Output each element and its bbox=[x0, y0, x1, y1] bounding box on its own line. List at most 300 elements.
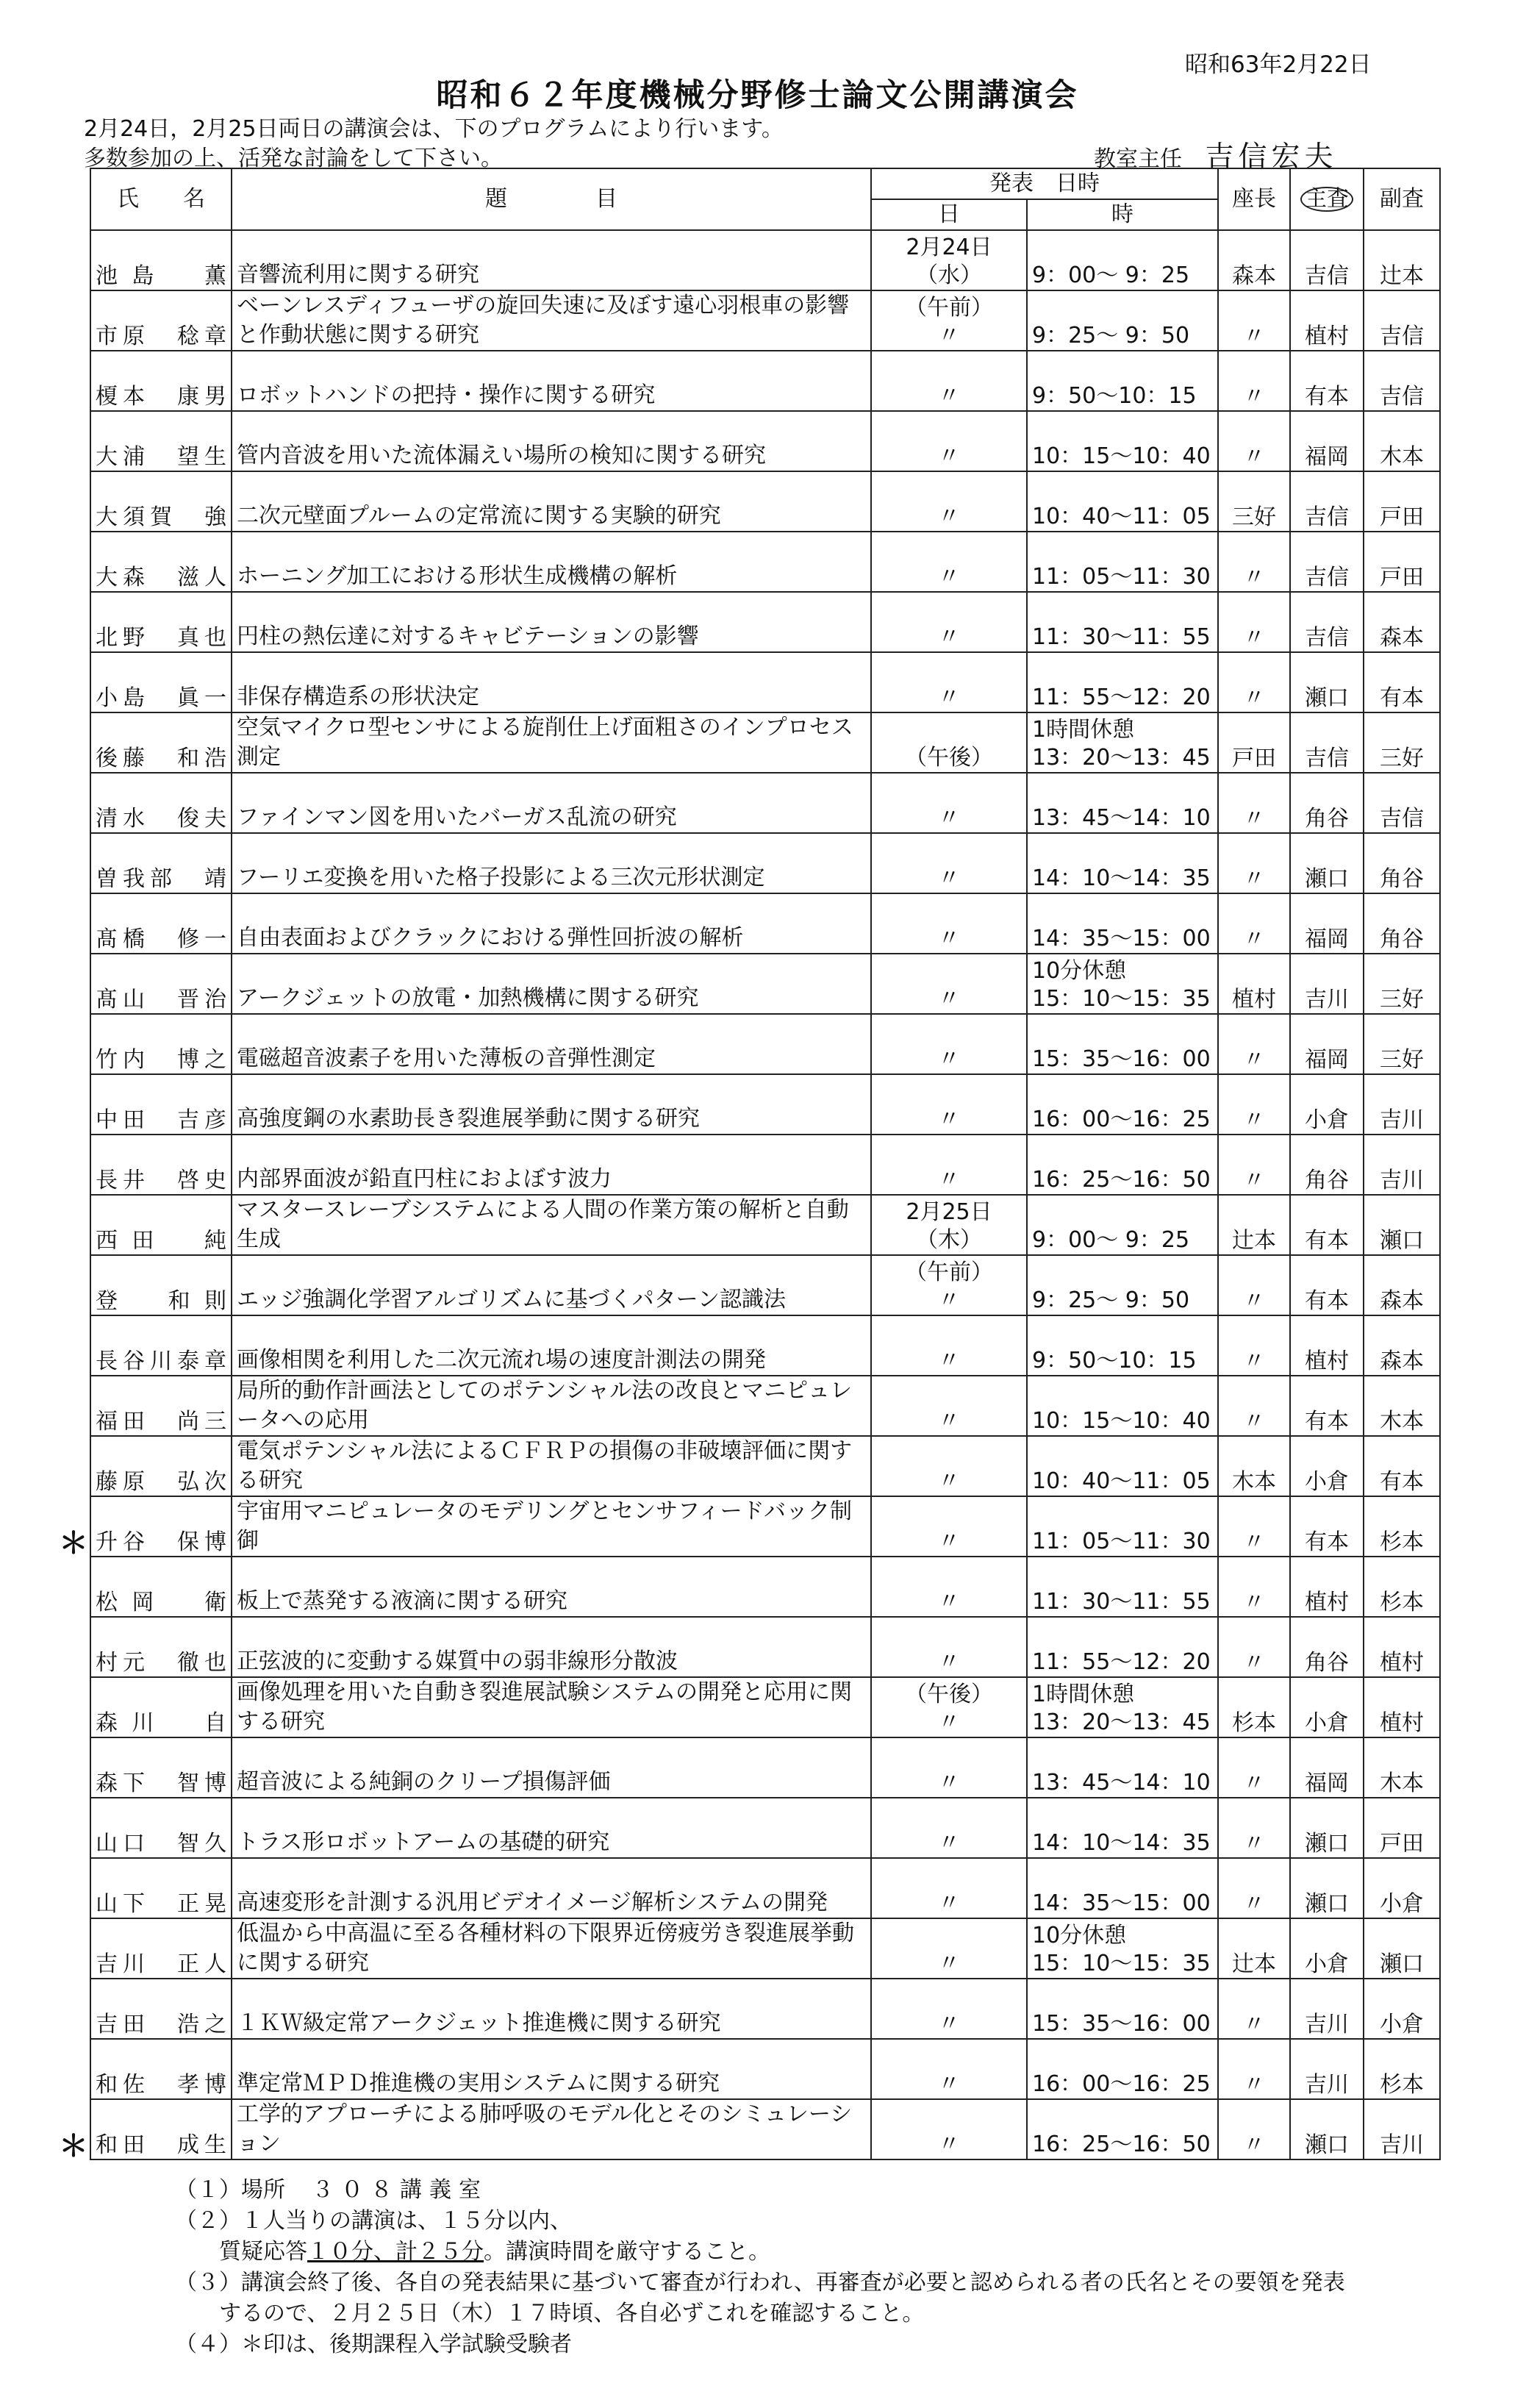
presentation-day-text: 〃 bbox=[938, 2132, 960, 2157]
thesis-title-text: 局所的動作計画法としてのポテンシャル法の改良とマニピュレータへの応用 bbox=[237, 1378, 853, 1433]
presentation-time-text: 9：00～ 9：25 bbox=[1032, 262, 1190, 288]
presentation-time bbox=[1027, 471, 1218, 532]
presentation-time bbox=[1027, 411, 1218, 471]
thesis-title bbox=[232, 411, 871, 471]
sub-examiner bbox=[1364, 1496, 1440, 1557]
thesis-title-text: 二次元壁面プルームの定常流に関する実験的研究 bbox=[237, 503, 721, 529]
presentation-day-text: 〃 bbox=[938, 443, 960, 469]
presentation-day bbox=[871, 230, 1027, 290]
presentation-day bbox=[871, 1135, 1027, 1195]
presentation-day-text: 〃 bbox=[938, 2071, 960, 2097]
chief-examiner bbox=[1290, 833, 1364, 893]
chief-examiner-text: 吉信 bbox=[1305, 746, 1349, 771]
thesis-title bbox=[232, 290, 871, 351]
sub-examiner-text: 角谷 bbox=[1380, 866, 1424, 892]
document-title: 昭和６２年度機械分野修士論文公開講演会 bbox=[436, 77, 1079, 114]
table-row bbox=[90, 471, 1440, 532]
presentation-day-text: 〃 bbox=[938, 926, 960, 951]
table-row bbox=[90, 290, 1440, 351]
table-row bbox=[90, 2099, 1440, 2159]
sub-examiner-text: 木本 bbox=[1380, 1771, 1424, 1796]
chair-person bbox=[1218, 1979, 1290, 2039]
presenter-name bbox=[90, 833, 232, 893]
chief-examiner-text: 吉信 bbox=[1305, 504, 1349, 530]
chair-person-text: 〃 bbox=[1243, 1891, 1265, 1917]
presenter-name-text: 髙山 晋治 bbox=[96, 987, 226, 1012]
chair-person-text: 〃 bbox=[1243, 806, 1265, 832]
table-row bbox=[90, 1798, 1440, 1858]
chair-person-text: 〃 bbox=[1243, 384, 1265, 410]
table-row bbox=[90, 712, 1440, 773]
sub-examiner-text: 森本 bbox=[1380, 625, 1424, 651]
presenter-name-text: 市原 稔章 bbox=[96, 324, 226, 349]
sub-examiner-text: 角谷 bbox=[1380, 926, 1424, 952]
presentation-day-text: （午前） 〃 bbox=[905, 295, 993, 349]
presentation-day-text: 〃 bbox=[938, 1529, 960, 1554]
presentation-day bbox=[871, 1014, 1027, 1074]
chair-person bbox=[1218, 1255, 1290, 1315]
professor-name: 吉信宏夫 bbox=[1205, 140, 1338, 174]
thesis-title-text: 高速変形を計測する汎用ビデオイメージ解析システムの開発 bbox=[237, 1890, 828, 1915]
presentation-day bbox=[871, 351, 1027, 411]
presenter-name-text: 清水 俊夫 bbox=[96, 806, 226, 832]
chief-examiner bbox=[1290, 1617, 1364, 1677]
chair-person-text: 戸田 bbox=[1232, 746, 1276, 771]
presenter-name bbox=[90, 773, 232, 833]
thesis-title-text: マスタースレーブシステムによる人間の作業方策の解析と自動生成 bbox=[237, 1197, 849, 1252]
thesis-title-text: 正弦波的に変動する媒質中の弱非線形分散波 bbox=[237, 1648, 678, 1674]
header-chief-examiner-label: 主査 bbox=[1300, 187, 1353, 212]
presentation-day bbox=[871, 1074, 1027, 1135]
chair-person bbox=[1218, 1918, 1290, 1979]
chief-examiner-text: 植村 bbox=[1305, 1590, 1349, 1615]
table-row bbox=[90, 1677, 1440, 1737]
presentation-day-text: 〃 bbox=[938, 1890, 960, 1916]
sub-examiner-text: 吉川 bbox=[1380, 1107, 1424, 1133]
presenter-name bbox=[90, 1014, 232, 1074]
presenter-name bbox=[90, 1858, 232, 1918]
chief-examiner bbox=[1290, 773, 1364, 833]
presentation-day-text: （午前） 〃 bbox=[905, 1260, 993, 1313]
presentation-time-text: 14：35～15：00 bbox=[1032, 1890, 1211, 1916]
presenter-name bbox=[90, 1496, 232, 1557]
chief-examiner-text: 植村 bbox=[1305, 1348, 1349, 1374]
chair-person bbox=[1218, 1858, 1290, 1918]
presenter-name bbox=[90, 471, 232, 532]
chief-examiner bbox=[1290, 1195, 1364, 1255]
presenter-name-text: 池島 薫 bbox=[96, 263, 226, 289]
presentation-day bbox=[871, 773, 1027, 833]
presentation-time bbox=[1027, 1436, 1218, 1496]
thesis-title bbox=[232, 833, 871, 893]
sub-examiner-text: 辻本 bbox=[1380, 263, 1424, 289]
presentation-day-text: 〃 bbox=[938, 1589, 960, 1615]
thesis-title bbox=[232, 1496, 871, 1557]
chair-person bbox=[1218, 712, 1290, 773]
presentation-time bbox=[1027, 893, 1218, 954]
chief-examiner-text: 有本 bbox=[1305, 1409, 1349, 1435]
presentation-time-text: 10：15～10：40 bbox=[1032, 1408, 1211, 1434]
chief-examiner-text: 小倉 bbox=[1305, 1951, 1349, 1977]
presentation-day bbox=[871, 532, 1027, 592]
thesis-title bbox=[232, 893, 871, 954]
note-2-line-2 bbox=[175, 2237, 1483, 2268]
sub-examiner-text: 吉信 bbox=[1380, 806, 1424, 832]
chair-person bbox=[1218, 893, 1290, 954]
presenter-name bbox=[90, 532, 232, 592]
presentation-day bbox=[871, 1858, 1027, 1918]
presentation-time-text: 14：10～14：35 bbox=[1032, 1830, 1211, 1856]
presenter-name bbox=[90, 1798, 232, 1858]
sub-examiner-text: 杉本 bbox=[1380, 1529, 1424, 1555]
presenter-name-text: 中田 吉彦 bbox=[96, 1107, 226, 1133]
chair-person bbox=[1218, 773, 1290, 833]
sub-examiner bbox=[1364, 1376, 1440, 1436]
chair-person bbox=[1218, 954, 1290, 1014]
presentation-day bbox=[871, 1195, 1027, 1255]
header-day: 日 bbox=[871, 199, 1027, 230]
presentation-time bbox=[1027, 1496, 1218, 1557]
thesis-title-text: ファインマン図を用いたバーガス乱流の研究 bbox=[237, 804, 677, 830]
chief-examiner bbox=[1290, 351, 1364, 411]
chief-examiner-text: 瀬口 bbox=[1305, 685, 1349, 711]
sub-examiner bbox=[1364, 2099, 1440, 2159]
sub-examiner-text: 戸田 bbox=[1380, 1831, 1424, 1857]
thesis-title-text: 自由表面およびクラックにおける弾性回折波の解析 bbox=[237, 925, 744, 951]
table-row bbox=[90, 954, 1440, 1014]
chief-examiner-text: 小倉 bbox=[1305, 1469, 1349, 1495]
presenter-name-text: 山口 智久 bbox=[96, 1831, 226, 1857]
thesis-title-text: ホーニング加工における形状生成機構の解析 bbox=[237, 563, 678, 589]
chair-person-text: 〃 bbox=[1243, 1831, 1265, 1857]
chair-person bbox=[1218, 1496, 1290, 1557]
presentation-day-text: 2月25日 （木） bbox=[906, 1199, 992, 1253]
chair-person-text: 〃 bbox=[1243, 1288, 1265, 1314]
presenter-name bbox=[90, 652, 232, 712]
table-row bbox=[90, 1557, 1440, 1617]
presentation-time bbox=[1027, 1255, 1218, 1315]
presenter-name-text: 大森 滋人 bbox=[96, 565, 226, 590]
table-row bbox=[90, 1315, 1440, 1376]
presentation-time bbox=[1027, 1858, 1218, 1918]
thesis-title-text: ベーンレスディフューザの旋回失速に及ぼす遠心羽根車の影響と作動状態に関する研究 bbox=[237, 293, 850, 348]
chief-examiner-text: 吉川 bbox=[1305, 2012, 1349, 2037]
presentation-time-text: 11：05～11：30 bbox=[1032, 564, 1211, 590]
sub-examiner-text: 植村 bbox=[1380, 1650, 1424, 1676]
thesis-title bbox=[232, 1255, 871, 1315]
presenter-name bbox=[90, 411, 232, 471]
sub-examiner-text: 瀬口 bbox=[1380, 1951, 1424, 1977]
presentation-time-text: 10：40～11：05 bbox=[1032, 1468, 1211, 1494]
thesis-title-text: 電磁超音波素子を用いた薄板の音弾性測定 bbox=[237, 1046, 656, 1071]
chief-examiner bbox=[1290, 652, 1364, 712]
sub-examiner-text: 三好 bbox=[1380, 987, 1424, 1012]
sub-examiner-text: 森本 bbox=[1380, 1288, 1424, 1314]
sub-examiner bbox=[1364, 411, 1440, 471]
sub-examiner-text: 吉信 bbox=[1380, 384, 1424, 410]
presentation-day-text: 〃 bbox=[938, 1046, 960, 1072]
thesis-title bbox=[232, 1918, 871, 1979]
chair-person bbox=[1218, 1014, 1290, 1074]
presenter-name bbox=[90, 2099, 232, 2159]
presentation-time-text: 15：35～16：00 bbox=[1032, 2011, 1211, 2037]
chair-person-text: 〃 bbox=[1243, 1107, 1265, 1133]
presentation-day-text: （午後） 〃 bbox=[905, 1682, 993, 1735]
chair-person-text: 〃 bbox=[1243, 1348, 1265, 1374]
presentation-day-text: 〃 bbox=[938, 1167, 960, 1193]
thesis-title-text: ロボットハンドの把持・操作に関する研究 bbox=[237, 382, 656, 408]
chair-person-text: 三好 bbox=[1232, 504, 1276, 530]
chair-person bbox=[1218, 2099, 1290, 2159]
presenter-name-text: 榎本 康男 bbox=[96, 384, 226, 410]
presentation-time-text: 9：25～ 9：50 bbox=[1032, 1287, 1190, 1313]
thesis-title bbox=[232, 1617, 871, 1677]
thesis-title-text: １ＫＷ級定常アークジェット推進機に関する研究 bbox=[237, 2010, 721, 2036]
sub-examiner-text: 吉信 bbox=[1380, 324, 1424, 349]
table-row bbox=[90, 532, 1440, 592]
presenter-name-text: 升谷 保博 bbox=[96, 1529, 226, 1555]
presenter-name-text: 北野 真也 bbox=[96, 625, 226, 651]
chair-person-text: 辻本 bbox=[1232, 1228, 1276, 1254]
chief-examiner bbox=[1290, 1074, 1364, 1135]
chair-person bbox=[1218, 2039, 1290, 2099]
chair-person bbox=[1218, 1737, 1290, 1798]
thesis-title-text: 超音波による純銅のクリープ損傷評価 bbox=[237, 1769, 611, 1795]
presentation-time-text: 9：00～ 9：25 bbox=[1032, 1227, 1190, 1253]
presenter-name-text: 登 和則 bbox=[96, 1288, 226, 1314]
thesis-title-text: 低温から中高温に至る各種材料の下限界近傍疲労き裂進展挙動に関する研究 bbox=[237, 1921, 854, 1976]
thesis-title-text: 板上で蒸発する液滴に関する研究 bbox=[237, 1588, 567, 1614]
presenter-name-text: 吉川 正人 bbox=[96, 1951, 226, 1977]
chair-person bbox=[1218, 1315, 1290, 1376]
schedule-rows bbox=[90, 230, 1440, 2159]
note-3-line-2: するので、２月２５日（木）１７時頃、各自必ずこれを確認すること。 bbox=[175, 2301, 925, 2326]
thesis-title-text: 内部界面波が鉛直円柱におよぼす波力 bbox=[237, 1166, 612, 1192]
sub-examiner bbox=[1364, 1979, 1440, 2039]
chief-examiner bbox=[1290, 2039, 1364, 2099]
chief-examiner-text: 有本 bbox=[1305, 1228, 1349, 1254]
intro-line-1: 2月24日，2月25日両日の講演会は、下のプログラムにより行います。 bbox=[84, 116, 784, 142]
sub-examiner bbox=[1364, 1255, 1440, 1315]
presentation-day-text: 〃 bbox=[938, 1468, 960, 1494]
chief-examiner bbox=[1290, 290, 1364, 351]
thesis-title bbox=[232, 1135, 871, 1195]
sub-examiner bbox=[1364, 1074, 1440, 1135]
chief-examiner bbox=[1290, 1979, 1364, 2039]
sub-examiner-text: 杉本 bbox=[1380, 2072, 1424, 2098]
thesis-title-text: 音響流利用に関する研究 bbox=[237, 262, 479, 287]
thesis-title-text: トラス形ロボットアームの基礎的研究 bbox=[237, 1829, 610, 1855]
chair-person bbox=[1218, 592, 1290, 652]
chief-examiner bbox=[1290, 893, 1364, 954]
sub-examiner bbox=[1364, 1014, 1440, 1074]
sub-examiner bbox=[1364, 833, 1440, 893]
note-1-label: （１）場所 bbox=[175, 2177, 285, 2203]
table-row bbox=[90, 230, 1440, 290]
presentation-time bbox=[1027, 1918, 1218, 1979]
presenter-name bbox=[90, 592, 232, 652]
presentation-time bbox=[1027, 230, 1218, 290]
presenter-name bbox=[90, 1195, 232, 1255]
sub-examiner-text: 吉川 bbox=[1380, 1168, 1424, 1193]
presentation-time-text: 13：45～14：10 bbox=[1032, 1770, 1211, 1796]
sub-examiner bbox=[1364, 712, 1440, 773]
chief-examiner bbox=[1290, 1798, 1364, 1858]
chief-examiner-text: 福岡 bbox=[1305, 1047, 1349, 1073]
presentation-day-text: 〃 bbox=[938, 1830, 960, 1856]
chief-examiner bbox=[1290, 1014, 1364, 1074]
presentation-time-text: 16：25～16：50 bbox=[1032, 2132, 1211, 2157]
presentation-day-text: 〃 bbox=[938, 1951, 960, 1976]
chief-examiner bbox=[1290, 1557, 1364, 1617]
thesis-title bbox=[232, 1376, 871, 1436]
header-presentation: 発表 日時 bbox=[871, 168, 1218, 199]
chief-examiner-text: 福岡 bbox=[1305, 1771, 1349, 1796]
chief-examiner-text: 小倉 bbox=[1305, 1107, 1349, 1133]
presentation-time bbox=[1027, 1677, 1218, 1737]
sub-examiner bbox=[1364, 1918, 1440, 1979]
note-2-line-1: （２）１人当りの講演は、１５分以内、 bbox=[175, 2208, 572, 2234]
presentation-time bbox=[1027, 290, 1218, 351]
sub-examiner bbox=[1364, 773, 1440, 833]
presenter-name-text: 森川 自 bbox=[96, 1710, 226, 1736]
thesis-title-text: エッジ強調化学習アルゴリズムに基づくパターン認識法 bbox=[237, 1287, 786, 1312]
presenter-name bbox=[90, 1617, 232, 1677]
chair-person bbox=[1218, 290, 1290, 351]
chief-examiner bbox=[1290, 1436, 1364, 1496]
chair-person bbox=[1218, 230, 1290, 290]
presentation-day bbox=[871, 592, 1027, 652]
chief-examiner-text: 瀬口 bbox=[1305, 1891, 1349, 1917]
sub-examiner bbox=[1364, 230, 1440, 290]
chair-person bbox=[1218, 1074, 1290, 1135]
table-row bbox=[90, 1436, 1440, 1496]
presenter-name bbox=[90, 1135, 232, 1195]
presentation-time-text: 1時間休憩 13：20～13：45 bbox=[1032, 717, 1211, 771]
chief-examiner bbox=[1290, 1858, 1364, 1918]
table-row bbox=[90, 1918, 1440, 1979]
table-row bbox=[90, 652, 1440, 712]
chair-person-text: 〃 bbox=[1243, 1650, 1265, 1676]
presentation-time bbox=[1027, 954, 1218, 1014]
presenter-name-text: 吉田 浩之 bbox=[96, 2012, 226, 2037]
presentation-time-text: 16：00～16：25 bbox=[1032, 2071, 1211, 2097]
chair-person bbox=[1218, 1135, 1290, 1195]
presenter-name-text: 西田 純 bbox=[96, 1228, 226, 1254]
presentation-day bbox=[871, 471, 1027, 532]
presentation-day-text: 〃 bbox=[938, 1770, 960, 1796]
presentation-day-text: 〃 bbox=[938, 504, 960, 529]
header-time: 時 bbox=[1027, 199, 1218, 230]
chief-examiner bbox=[1290, 1496, 1364, 1557]
chief-examiner bbox=[1290, 2099, 1364, 2159]
sub-examiner bbox=[1364, 1858, 1440, 1918]
chief-examiner-text: 有本 bbox=[1305, 384, 1349, 410]
thesis-title bbox=[232, 2039, 871, 2099]
chief-examiner-text: 吉信 bbox=[1305, 565, 1349, 590]
chief-examiner bbox=[1290, 1737, 1364, 1798]
presenter-name bbox=[90, 712, 232, 773]
presentation-time-text: 10：40～11：05 bbox=[1032, 504, 1211, 529]
table-row bbox=[90, 1979, 1440, 2039]
presentation-day-text: 〃 bbox=[938, 383, 960, 409]
sub-examiner-text: 杉本 bbox=[1380, 1590, 1424, 1615]
header-chief-examiner bbox=[1290, 168, 1364, 230]
thesis-title bbox=[232, 1979, 871, 2039]
sub-examiner-text: 三好 bbox=[1380, 1047, 1424, 1073]
presentation-time bbox=[1027, 2099, 1218, 2159]
note-2-pre: 質疑応答 bbox=[175, 2239, 307, 2265]
thesis-title-text: 電気ポテンシャル法によるＣＦＲＰの損傷の非破壊評価に関する研究 bbox=[237, 1438, 853, 1493]
sub-examiner bbox=[1364, 652, 1440, 712]
sub-examiner bbox=[1364, 1617, 1440, 1677]
presentation-time-text: 9：50～10：15 bbox=[1032, 1348, 1197, 1373]
table-row bbox=[90, 1617, 1440, 1677]
chief-examiner-text: 角谷 bbox=[1305, 1650, 1349, 1676]
sub-examiner-text: 森本 bbox=[1380, 1348, 1424, 1374]
presenter-name bbox=[90, 1255, 232, 1315]
chief-examiner-text: 吉信 bbox=[1305, 625, 1349, 651]
chief-examiner-text: 瀬口 bbox=[1305, 1831, 1349, 1857]
thesis-title-text: 画像処理を用いた自動き裂進展試験システムの開発と応用に関する研究 bbox=[237, 1679, 852, 1734]
presenter-name bbox=[90, 1557, 232, 1617]
presentation-time-text: 14：35～15：00 bbox=[1032, 926, 1211, 951]
presentation-time bbox=[1027, 712, 1218, 773]
presentation-day-text: 〃 bbox=[938, 1107, 960, 1132]
presentation-time bbox=[1027, 1557, 1218, 1617]
thesis-title-text: 管内音波を用いた流体漏えい場所の検知に関する研究 bbox=[237, 443, 766, 468]
thesis-title bbox=[232, 1195, 871, 1255]
presentation-time-text: 11：30～11：55 bbox=[1032, 624, 1211, 650]
presenter-name bbox=[90, 290, 232, 351]
chief-examiner bbox=[1290, 1376, 1364, 1436]
sub-examiner-text: 小倉 bbox=[1380, 2012, 1424, 2037]
chief-examiner-text: 角谷 bbox=[1305, 806, 1349, 832]
table-row bbox=[90, 592, 1440, 652]
presentation-day bbox=[871, 1376, 1027, 1436]
chair-person bbox=[1218, 471, 1290, 532]
sub-examiner-text: 吉川 bbox=[1380, 2132, 1424, 2158]
presentation-day bbox=[871, 2099, 1027, 2159]
chair-person-text: 森本 bbox=[1232, 263, 1276, 289]
presentation-time-text: 14：10～14：35 bbox=[1032, 865, 1211, 891]
presentation-time-text: 9：25～ 9：50 bbox=[1032, 323, 1190, 349]
chief-examiner-text: 有本 bbox=[1305, 1288, 1349, 1314]
presenter-name bbox=[90, 1677, 232, 1737]
presentation-time bbox=[1027, 1376, 1218, 1436]
presenter-name-text: 松岡 衛 bbox=[96, 1590, 226, 1615]
presenter-name-text: 藤原 弘次 bbox=[96, 1469, 226, 1495]
presentation-day bbox=[871, 833, 1027, 893]
presentation-day bbox=[871, 2039, 1027, 2099]
sub-examiner-text: 有本 bbox=[1380, 685, 1424, 711]
presenter-name-text: 曽我部 靖 bbox=[96, 866, 226, 892]
thesis-title bbox=[232, 1677, 871, 1737]
table-row bbox=[90, 1858, 1440, 1918]
presenter-name-text: 大浦 望生 bbox=[96, 444, 226, 470]
sub-examiner-text: 木本 bbox=[1380, 1409, 1424, 1435]
presenter-name-text: 山下 正晃 bbox=[96, 1891, 226, 1917]
presentation-day bbox=[871, 954, 1027, 1014]
intro-line-2: 多数参加の上、活発な討論をして下さい。 bbox=[84, 146, 503, 171]
note-2-post: 。講演時間を厳守すること。 bbox=[484, 2239, 770, 2265]
thesis-title-text: 空気マイクロ型センサによる旋削仕上げ面粗さのインプロセス測定 bbox=[237, 715, 853, 770]
presentation-day bbox=[871, 1617, 1027, 1677]
star-marker: ＊ bbox=[59, 1526, 88, 1560]
presentation-day bbox=[871, 1496, 1027, 1557]
table-row bbox=[90, 833, 1440, 893]
chair-person bbox=[1218, 833, 1290, 893]
